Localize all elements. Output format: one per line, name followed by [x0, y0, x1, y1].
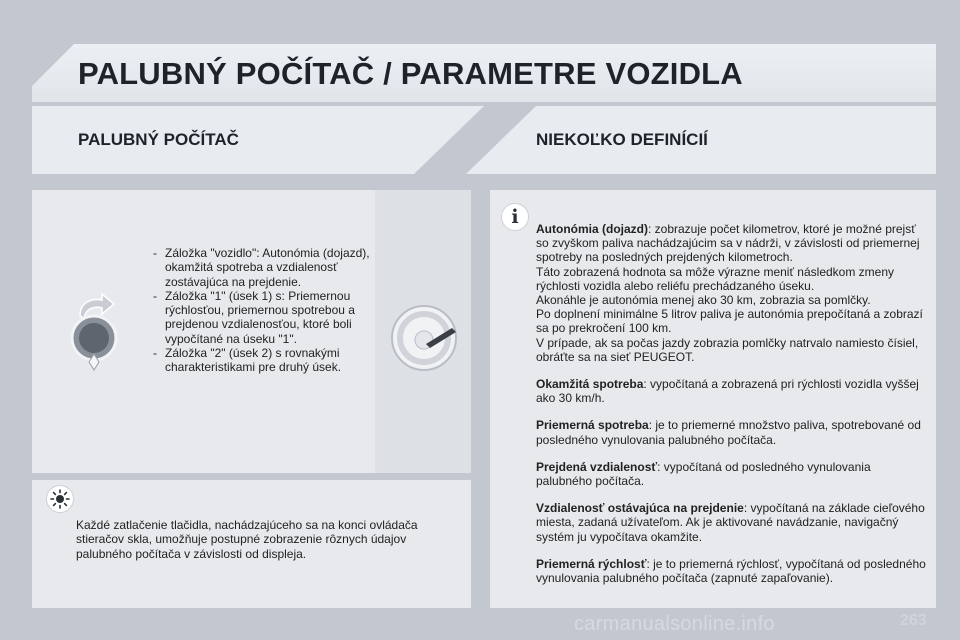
- definition-distance-remaining: [536, 501, 926, 544]
- list-item: - Záložka "vozidlo": Autonómia (dojazd), okamžitá spotreba a vzdialenosť zostávajúca na prejdenie.: [153, 246, 378, 289]
- definition-text: : je to priemerná rýchlosť, vypočítaná od posledného vynulovania palubného počítača (zapnuté zapaľovanie).: [536, 556, 926, 586]
- definition-term: Okamžitá spotreba: [536, 377, 644, 392]
- steering-wheel-icon: [386, 300, 462, 376]
- definition-text: : zobrazuje počet kilometrov, ktoré je možné prejsť so zvyškom paliva nachádzajúcim sa v nádrži, v závislosti od priemernej spotreby na posledných prejdených kilometroch.: [536, 222, 920, 265]
- info-icon: i: [501, 203, 529, 231]
- definition-term: Autonómia (dojazd): [536, 222, 648, 236]
- list-item: - Záložka "1" (úsek 1) s: Priemernou rýchlosťou, priemernou spotrebou a prejdenou vzdialenosťou, ktoré boli vypočítané na úseku "1".: [153, 289, 378, 346]
- definition-text: : vypočítaná a zobrazená pri rýchlosti vozidla vyššej ako 30 km/h.: [536, 377, 919, 406]
- definition-distance-travelled: [536, 460, 926, 488]
- lightbulb-icon: [46, 485, 74, 513]
- definition-extra: Po doplnení minimálne 5 litrov paliva je autonómia prepočítaná a zobrazí sa po prekročení 100 km.: [536, 307, 923, 336]
- definition-autonomy: [536, 222, 926, 364]
- definitions-list: [536, 222, 926, 598]
- page-title: PALUBNÝ POČÍTAČ / PARAMETRE VOZIDLA: [78, 56, 743, 91]
- definition-extra: V prípade, ak sa počas jazdy zobrazia pomlčky natrvalo namiesto čísiel, obráťte sa na sieť PEUGEOT.: [536, 335, 919, 364]
- right-section-title: NIEKOĽKO DEFINÍCIÍ: [536, 130, 708, 149]
- definition-extra: Táto zobrazená hodnota sa môže výrazne meniť následkom zmeny rýchlosti vozidla alebo reliéfu prechádzaného úseku.: [536, 264, 895, 293]
- definition-term: Prejdená vzdialenosť: [536, 459, 658, 474]
- page-number: 263: [900, 612, 927, 629]
- watermark: carmanualsonline.info: [574, 613, 775, 635]
- definition-text: : je to priemerné množstvo paliva, spotrebované od posledného vynulovania palubného počítača.: [536, 418, 921, 447]
- left-section-title: PALUBNÝ POČÍTAČ: [78, 130, 239, 149]
- definition-instant-consumption: [536, 377, 926, 405]
- definition-average-consumption: [536, 418, 926, 446]
- definition-average-speed: [536, 557, 926, 585]
- definition-extra: Akonáhle je autonómia menej ako 30 km, zobrazia sa pomlčky.: [536, 293, 871, 308]
- tip-text: Každé zatlačenie tlačidla, nachádzajúceho sa na konci ovládača stieračov skla, umožňuje postupné zobrazenie rôznych údajov palubného počítača v závislosti od displeja.: [76, 518, 418, 561]
- control-knob-icon: [62, 290, 126, 374]
- definition-term: Priemerná spotreba: [536, 418, 649, 433]
- rotate-arrow-icon: [80, 294, 114, 318]
- definition-term: Priemerná rýchlosť: [536, 556, 647, 571]
- definition-text: : vypočítaná od posledného vynulovania palubného počítača.: [536, 459, 871, 489]
- definition-term: Vzdialenosť ostávajúca na prejdenie: [536, 501, 744, 516]
- list-item: - Záložka "2" (úsek 2) s rovnakými charakteristikami pre druhý úsek.: [153, 346, 378, 375]
- definition-text: : vypočítaná na základe cieľového miesta, zadaná užívateľom. Ak je aktivované navádzanie, navigačný systém ju vypočítava okamžite.: [536, 501, 925, 544]
- tab-list: [153, 246, 378, 375]
